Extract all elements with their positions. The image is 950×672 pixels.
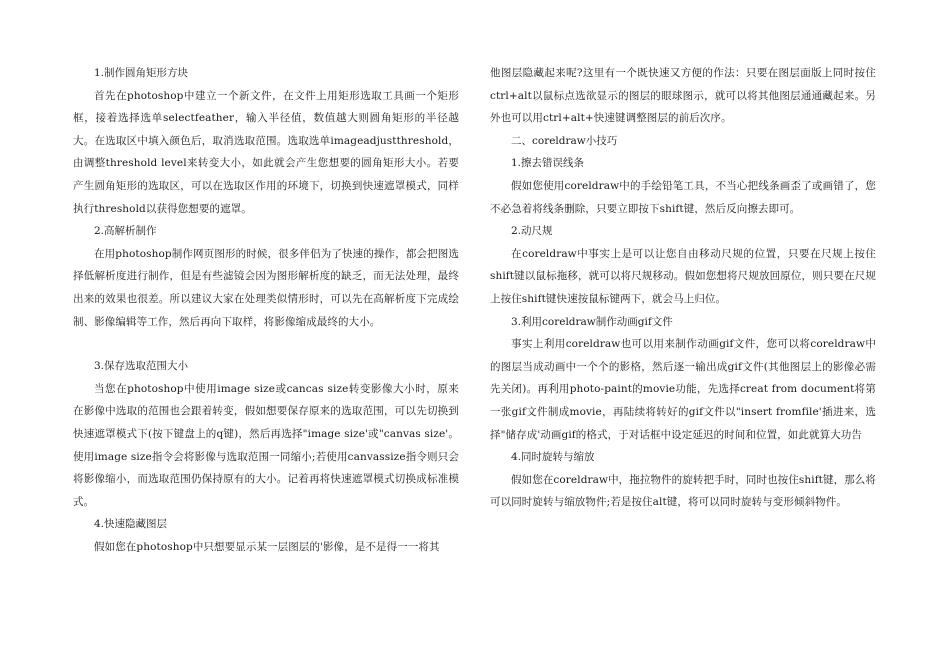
- right-column: [490, 62, 876, 514]
- section-heading-round-rect: 1.制作圆角矩形方块: [94, 67, 189, 79]
- section-heading-high-res: 2.高解析制作: [94, 225, 157, 238]
- paragraph-round-rect: 首先在photoshop中建立一个新文件，在文件上用矩形选取工具画一个矩形框，接着选择选单selectfeather，输入半径值，数值越大则圆角矩形的半径越大。在选取区中填入颜色后，取消选取范围。选取选单imageadjustthreshold，由调整threshold level来转变大小，如此就会产生您想要的圆角矩形大小。若要产生圆角矩形的选取区，可以在选取区作用的环境下，切换到快速遮罩模式，同样执行threshold以获得您想要的遮罩。: [73, 89, 459, 215]
- section-heading-hide-layers: 4.快速隐藏图层: [94, 518, 168, 531]
- section-heading-move-ruler: 2.动尺规: [511, 225, 553, 238]
- section-heading-keep-selection: 3.保存选取范围大小: [94, 360, 189, 373]
- section-heading-gif-animation: 3.利用coreldraw制作动画gif文件: [511, 315, 673, 328]
- paragraph-erase-lines: 假如您使用coreldraw中的手绘铅笔工具，不当心把线条画歪了或画错了，您不必急着将线条删除，只要立即按下shift键，然后反向擦去即可。: [490, 179, 876, 215]
- left-column: [73, 62, 459, 558]
- section-heading-rotate-scale: 4.同时旋转与缩放: [511, 451, 595, 464]
- paragraph-hide-layers-continued: 他图层隐藏起来呢?这里有一个既快速又方便的作法：只要在图层面版上同时按住ctrl+alt以鼠标点选欲显示的图层的眼球图示，就可以将其他图层通通藏起来。另外也可以用ctrl+alt+快速键调整图层的前后次序。: [490, 67, 876, 125]
- paragraph-hide-layers: 假如您在photoshop中只想要显示某一层图层的'影像，是不是得一一将其: [94, 540, 440, 553]
- section-heading-erase-lines: 1.擦去错误线条: [511, 157, 585, 170]
- paragraph-gif-animation: 事实上利用coreldraw也可以用来制作动画gif文件，您可以将coreldraw中的图层当成动画中一个个的影格，然后逐一输出成gif文件(其他图层上的影像必需先关闭)。再利用photo-paint的movie功能，先选择creat from document将第一张gif文件制成movie，再陆续将转好的gif文件以"insert fromfile'插进来，选择"储存成'动画gif的格式，于对话框中设定延迟的时间和位置，如此就算大功告: [490, 338, 876, 441]
- part-heading-coreldraw: 二、coreldraw小技巧: [511, 134, 618, 147]
- paragraph-rotate-scale: 假如您在coreldraw中，拖拉物件的旋转把手时，同时也按住shift键，那么将可以同时旋转与缩放物件;若是按住alt键，将可以同时旋转与变形倾斜物件。: [490, 473, 876, 509]
- paragraph-move-ruler: 在coreldraw中事实上是可以让您自由移动尺规的位置，只要在尺规上按住shift键以鼠标拖移，就可以将尺规移动。假如您想将尺规放回原位，则只要在尺规上按住shift键快速按鼠标键两下，就会马上归位。: [490, 247, 876, 305]
- paragraph-keep-selection: 当您在photoshop中使用image size或cancas size转变影像大小时，原来在影像中选取的范围也会跟着转变，假如想要保存原来的选取范围，可以先切换到快速遮罩模式下(按下键盘上的q键)，然后再选择"image size'或"canvas size'。使用image size指令会将影像与选取范围一同缩小;若使用canvassize指令则只会将影像缩小，而选取范围仍保持原有的大小。记着再将快速遮罩模式切换成标准模式。: [73, 382, 459, 508]
- paragraph-high-res: 在用photoshop制作网页图形的时候，很多伴侣为了快速的操作，都会把图选择低解析度进行制作，但是有些滤镜会因为图形解析度的缺乏，而无法处理，最终出来的效果也很差。所以建议大家在处理类似情形时，可以先在高解析度下完成绘制、影像编辑等工作，然后再向下取样，将影像缩成最终的大小。: [73, 247, 459, 328]
- blank-line: [73, 333, 459, 355]
